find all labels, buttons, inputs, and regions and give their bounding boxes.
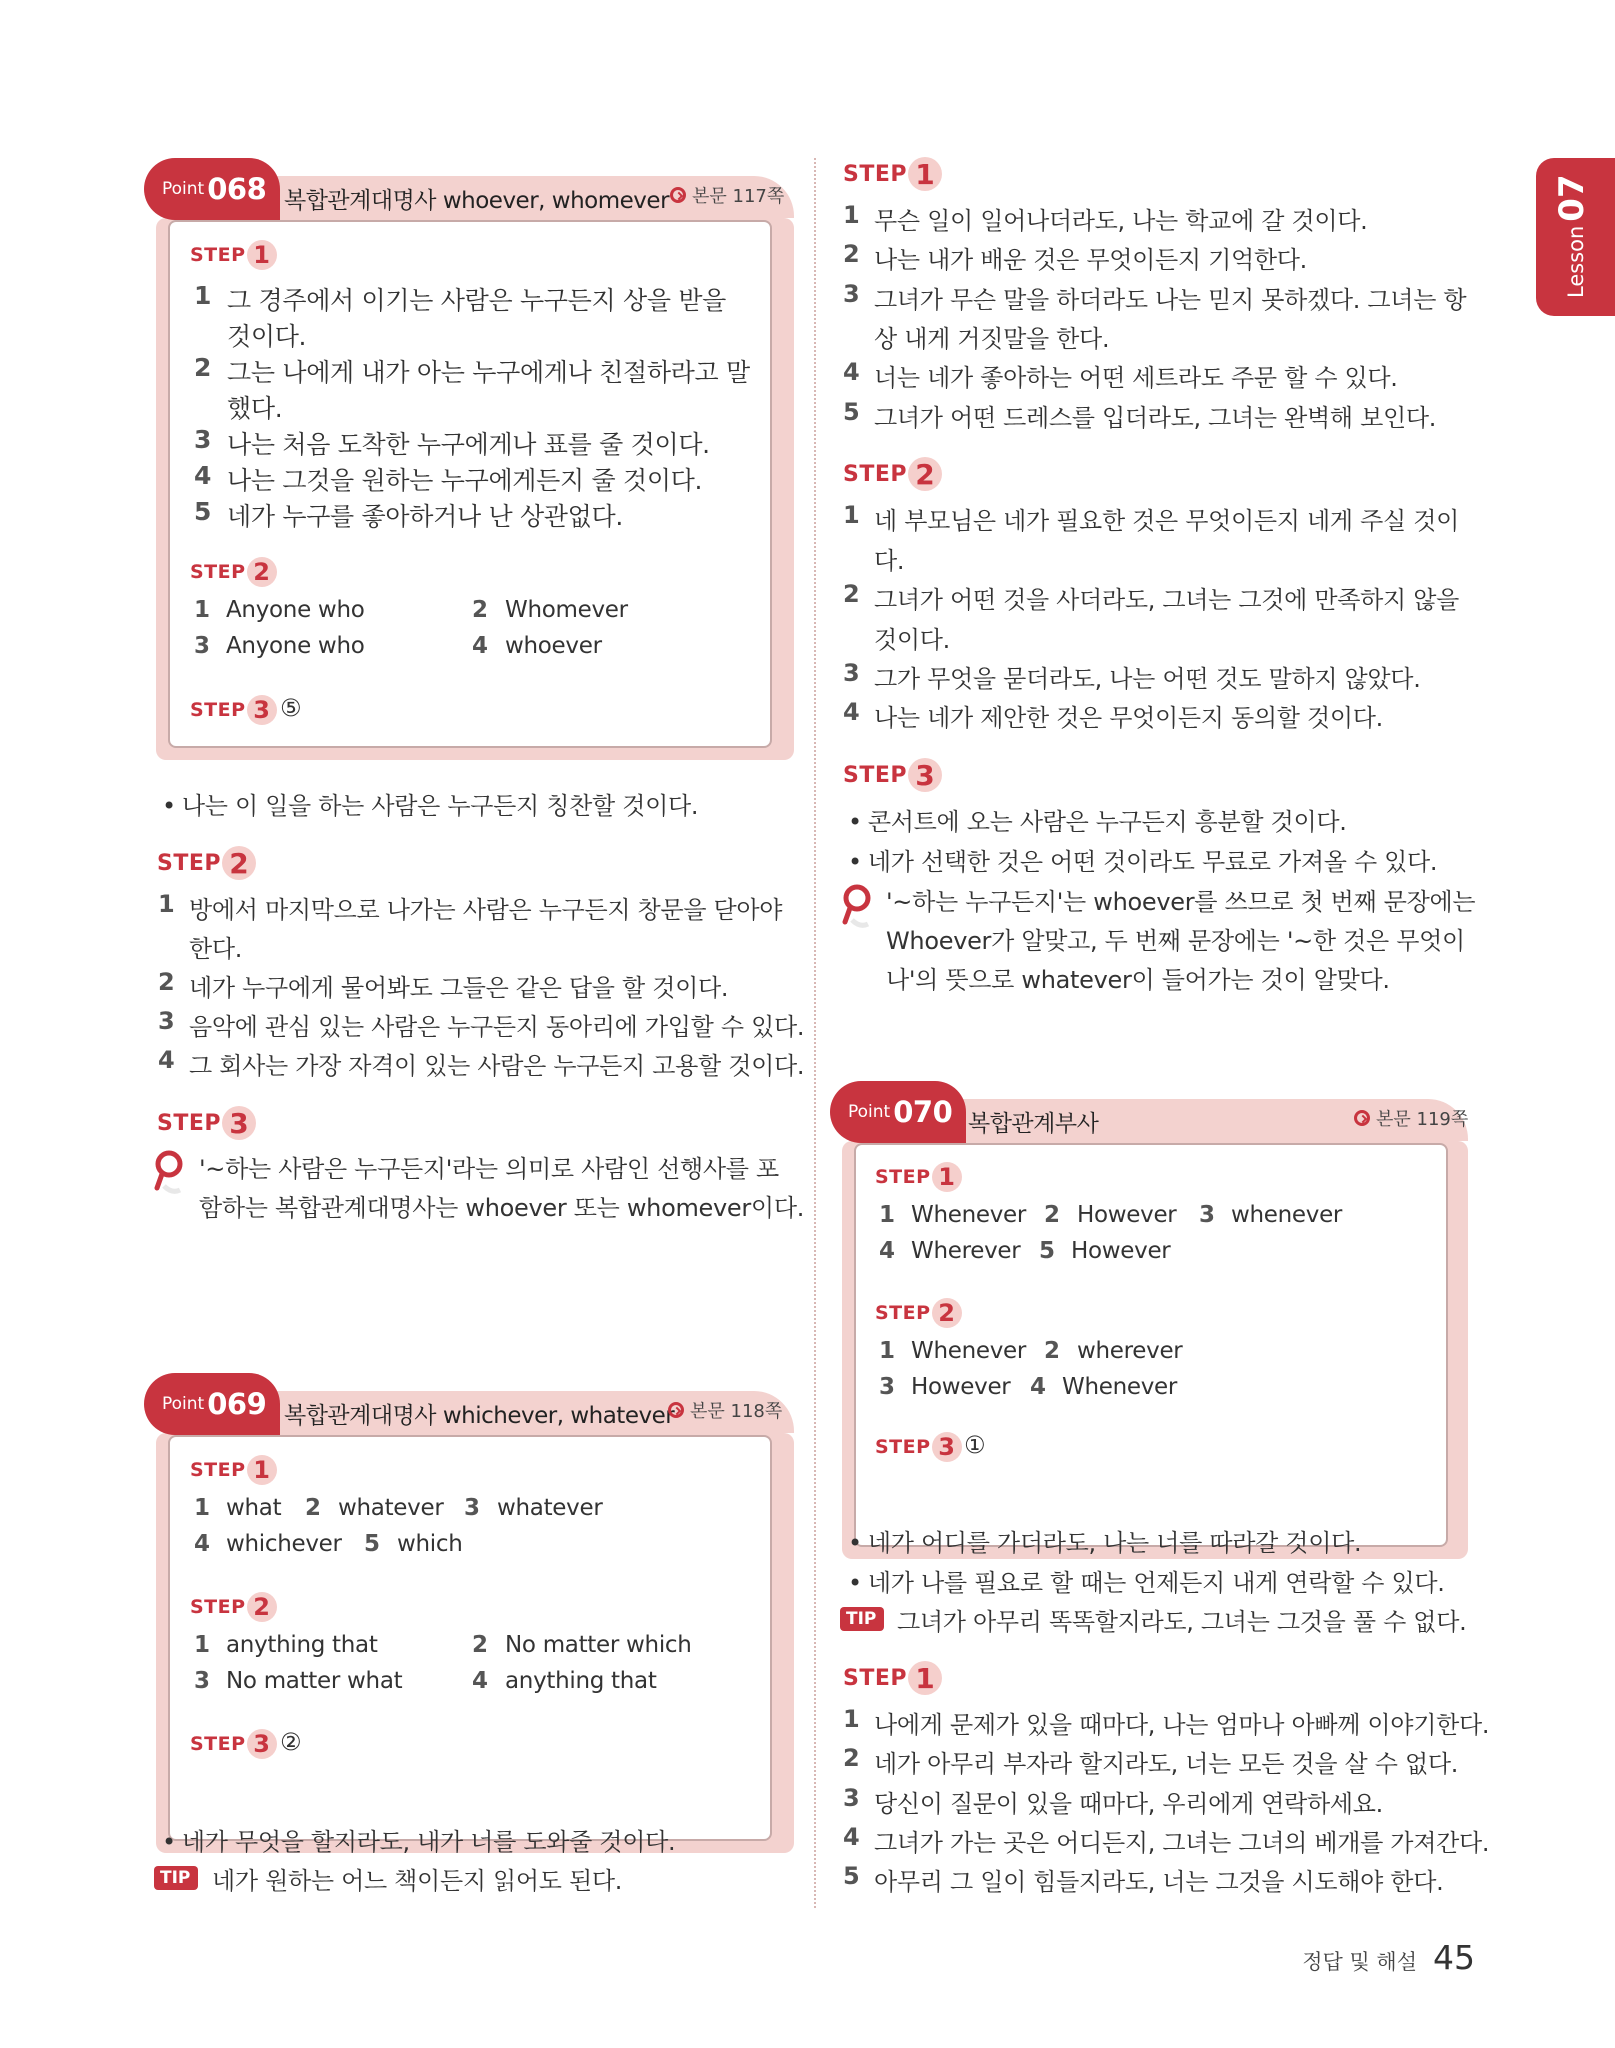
bullet-text: • 네가 선택한 것은 어떤 것이라도 무료로 가져올 수 있다.: [848, 842, 1437, 877]
item-text: 그 경주에서 이기는 사람은 누구든지 상을 받을: [227, 286, 727, 315]
item-text: whoever: [505, 633, 602, 659]
item-number: 4: [472, 633, 489, 659]
item-text: 그녀가 어떤 것을 사더라도, 그녀는 그것에 만족하지 않을: [874, 586, 1459, 614]
item-text: 나는 내가 배운 것은 무엇이든지 기억한다.: [874, 246, 1308, 274]
item-text: whichever: [226, 1531, 342, 1557]
item-text: 그녀가 어떤 드레스를 입더라도, 그녀는 완벽해 보인다.: [874, 404, 1437, 432]
answer-choice: ②: [280, 1728, 302, 1756]
item-number: 2: [843, 1744, 860, 1772]
answer-choice: ⑤: [280, 694, 302, 722]
tip-icon: TIP: [836, 1603, 886, 1635]
step-label: STEP 3: [875, 1432, 962, 1462]
arrow-circle-icon: [668, 1402, 684, 1418]
item-text: whenever: [1231, 1202, 1343, 1228]
explanation-text: '~하는 사람은 누구든지'라는 의미로 사람인 선행사를 포: [199, 1155, 779, 1183]
step-label: STEP 2: [875, 1298, 962, 1328]
item-text: Whenever: [1062, 1374, 1178, 1400]
item-text: 나에게 문제가 있을 때마다, 나는 엄마나 아빠께 이야기한다.: [874, 1711, 1490, 1739]
item-text: 무슨 일이 일어나더라도, 나는 학교에 갈 것이다.: [874, 207, 1368, 235]
item-number: 3: [194, 425, 212, 454]
item-text: 나는 처음 도착한 누구에게나 표를 줄 것이다.: [227, 430, 710, 459]
item-text: which: [397, 1531, 463, 1557]
item-text: 상 내게 거짓말을 한다.: [874, 325, 1110, 353]
item-number: 2: [472, 1632, 489, 1658]
item-number: 4: [879, 1238, 896, 1264]
bullet-text: • 나는 이 일을 하는 사람은 누구든지 칭찬할 것이다.: [162, 786, 698, 821]
item-number: 2: [158, 968, 175, 996]
page-reference: 본문 118쪽: [668, 1397, 782, 1423]
magnifier-hint-icon: [842, 884, 872, 930]
lesson-tab-label: Lesson 07: [1552, 174, 1592, 298]
step-label: STEP 2: [843, 457, 942, 491]
item-number: 4: [1030, 1374, 1047, 1400]
item-number: 3: [194, 633, 211, 659]
step-label: STEP 1: [843, 1661, 942, 1695]
item-text: 음악에 관심 있는 사람은 누구든지 동아리에 가입할 수 있다.: [189, 1013, 805, 1041]
item-number: 3: [843, 659, 860, 687]
item-text: 그 회사는 가장 자격이 있는 사람은 누구든지 고용할 것이다.: [189, 1052, 805, 1080]
item-number: 5: [843, 398, 860, 426]
item-number: 1: [843, 201, 860, 229]
item-text: No matter which: [505, 1632, 692, 1658]
item-text: what: [226, 1495, 282, 1521]
item-text: 네 부모님은 네가 필요한 것은 무엇이든지 네게 주실 것이: [874, 507, 1459, 535]
item-number: 1: [843, 501, 860, 529]
item-text: 방에서 마지막으로 나가는 사람은 누구든지 창문을 닫아야: [189, 896, 783, 924]
item-number: 3: [843, 280, 860, 308]
item-number: 2: [1044, 1338, 1061, 1364]
point-badge: Point 068: [144, 158, 280, 220]
point-badge: Point 069: [144, 1373, 280, 1435]
bullet-text: • 네가 어디를 가더라도, 나는 너를 따라갈 것이다.: [848, 1523, 1361, 1558]
item-number: 5: [194, 497, 212, 526]
step-label: STEP 3: [843, 758, 942, 792]
item-number: 3: [464, 1495, 481, 1521]
item-number: 2: [194, 353, 212, 382]
bullet-text: • 네가 나를 필요로 할 때는 언제든지 내게 연락할 수 있다.: [848, 1563, 1445, 1598]
item-text: 다.: [874, 547, 905, 575]
item-number: 4: [472, 1668, 489, 1694]
item-text: Anyone who: [226, 597, 365, 623]
item-number: 1: [879, 1338, 896, 1364]
item-text: 나는 그것을 원하는 누구에게든지 줄 것이다.: [227, 466, 703, 495]
item-number: 2: [1044, 1202, 1061, 1228]
item-text: However: [1071, 1238, 1171, 1264]
item-text: whatever: [338, 1495, 444, 1521]
item-number: 5: [1039, 1238, 1056, 1264]
point-title: 복합관계대명사 whoever, whomever: [284, 188, 670, 214]
bullet-text: • 콘서트에 오는 사람은 누구든지 흥분할 것이다.: [848, 802, 1347, 837]
item-number: 1: [194, 1495, 211, 1521]
step-label: STEP 2: [190, 557, 277, 587]
lesson-tab: [1536, 158, 1615, 316]
item-number: 5: [843, 1862, 860, 1890]
item-number: 4: [194, 1531, 211, 1557]
item-text: 네가 누구에게 물어봐도 그들은 같은 답을 할 것이다.: [189, 974, 729, 1002]
item-text: 것이다.: [874, 626, 950, 654]
step-label: STEP 1: [190, 1455, 277, 1485]
item-number: 4: [843, 1823, 860, 1851]
item-number: 3: [843, 1784, 860, 1812]
item-number: 4: [843, 358, 860, 386]
item-number: 2: [305, 1495, 322, 1521]
magnifier-hint-icon: [154, 1150, 184, 1196]
step-label: STEP 2: [157, 846, 256, 880]
tip-text: 네가 원하는 어느 책이든지 읽어도 된다.: [212, 1867, 623, 1895]
page-reference: 본문 119쪽: [1354, 1105, 1468, 1131]
explanation-text: 함하는 복합관계대명사는 whoever 또는 whomever이다.: [199, 1194, 805, 1222]
step-label: STEP 2: [190, 1592, 277, 1622]
tip-icon: TIP: [150, 1862, 200, 1894]
item-number: 3: [879, 1374, 896, 1400]
item-text: 했다.: [227, 394, 283, 423]
page-footer: [1302, 1938, 1475, 1977]
footer-label: 정답 및 해설: [1302, 1950, 1417, 1974]
point-title: 복합관계대명사 whichever, whatever: [284, 1403, 675, 1429]
item-text: 그녀가 가는 곳은 어디든지, 그녀는 그녀의 베개를 가져간다.: [874, 1829, 1490, 1857]
explanation-text: Whoever가 알맞고, 두 번째 문장에는 '~한 것은 무엇이: [886, 927, 1465, 955]
item-text: 나는 네가 제안한 것은 무엇이든지 동의할 것이다.: [874, 704, 1383, 732]
item-number: 2: [472, 597, 489, 623]
tip-text: 그녀가 아무리 똑똑할지라도, 그녀는 그것을 풀 수 없다.: [897, 1608, 1467, 1636]
answer-choice: ①: [964, 1431, 986, 1459]
item-text: 네가 아무리 부자라 할지라도, 너는 모든 것을 살 수 없다.: [874, 1750, 1459, 1778]
item-number: 4: [843, 698, 860, 726]
item-text: Wherever: [911, 1238, 1021, 1264]
step-label: STEP 1: [843, 157, 942, 191]
explanation-text: 나'의 뜻으로 whatever이 들어가는 것이 알맞다.: [886, 966, 1390, 994]
item-text: Whenever: [911, 1202, 1027, 1228]
item-text: anything that: [505, 1668, 657, 1694]
step-label: STEP 3: [190, 1729, 277, 1759]
item-text: anything that: [226, 1632, 378, 1658]
bullet-text: • 네가 무엇을 할지라도, 내가 너를 도와줄 것이다.: [162, 1822, 675, 1857]
item-number: 2: [843, 580, 860, 608]
item-number: 1: [879, 1202, 896, 1228]
item-number: 1: [194, 281, 212, 310]
item-text: 당신이 질문이 있을 때마다, 우리에게 연락하세요.: [874, 1790, 1383, 1818]
item-number: 1: [843, 1705, 860, 1733]
item-text: 너는 네가 좋아하는 어떤 세트라도 주문 할 수 있다.: [874, 364, 1398, 392]
step-label: STEP 1: [875, 1162, 962, 1192]
item-text: 아무리 그 일이 힘들지라도, 너는 그것을 시도해야 한다.: [874, 1868, 1444, 1896]
item-text: However: [911, 1374, 1011, 1400]
item-number: 4: [194, 461, 212, 490]
item-number: 1: [194, 1632, 211, 1658]
item-number: 3: [158, 1007, 175, 1035]
item-number: 1: [158, 890, 175, 918]
arrow-circle-icon: [670, 187, 686, 203]
page-number: 45: [1433, 1938, 1475, 1977]
item-text: wherever: [1077, 1338, 1183, 1364]
step-label: STEP 1: [190, 240, 277, 270]
arrow-circle-icon: [1354, 1110, 1370, 1126]
page-reference: 본문 117쪽: [670, 182, 784, 208]
item-number: 2: [843, 240, 860, 268]
point-title: 복합관계부사: [968, 1111, 1099, 1137]
item-text: 네가 누구를 좋아하거나 난 상관없다.: [227, 502, 623, 531]
explanation-text: '~하는 누구든지'는 whoever를 쓰므로 첫 번째 문장에는: [886, 888, 1476, 916]
point-badge: Point 070: [830, 1081, 966, 1143]
item-text: 한다.: [189, 935, 243, 963]
item-number: 1: [194, 597, 211, 623]
item-text: However: [1077, 1202, 1177, 1228]
item-text: Anyone who: [226, 633, 365, 659]
item-text: 그는 나에게 내가 아는 누구에게나 친절하라고 말: [227, 358, 750, 387]
item-number: 4: [158, 1046, 175, 1074]
item-number: 5: [364, 1531, 381, 1557]
item-number: 3: [194, 1668, 211, 1694]
item-text: 그가 무엇을 묻더라도, 나는 어떤 것도 말하지 않았다.: [874, 665, 1421, 693]
item-number: 3: [1199, 1202, 1216, 1228]
item-text: Whenever: [911, 1338, 1027, 1364]
step-label: STEP 3: [157, 1106, 256, 1140]
item-text: 그녀가 무슨 말을 하더라도 나는 믿지 못하겠다. 그녀는 항: [874, 286, 1467, 314]
column-divider: [814, 158, 816, 1908]
item-text: Whomever: [505, 597, 628, 623]
item-text: No matter what: [226, 1668, 403, 1694]
item-text: 것이다.: [227, 322, 307, 351]
step-label: STEP 3: [190, 695, 277, 725]
item-text: whatever: [497, 1495, 603, 1521]
